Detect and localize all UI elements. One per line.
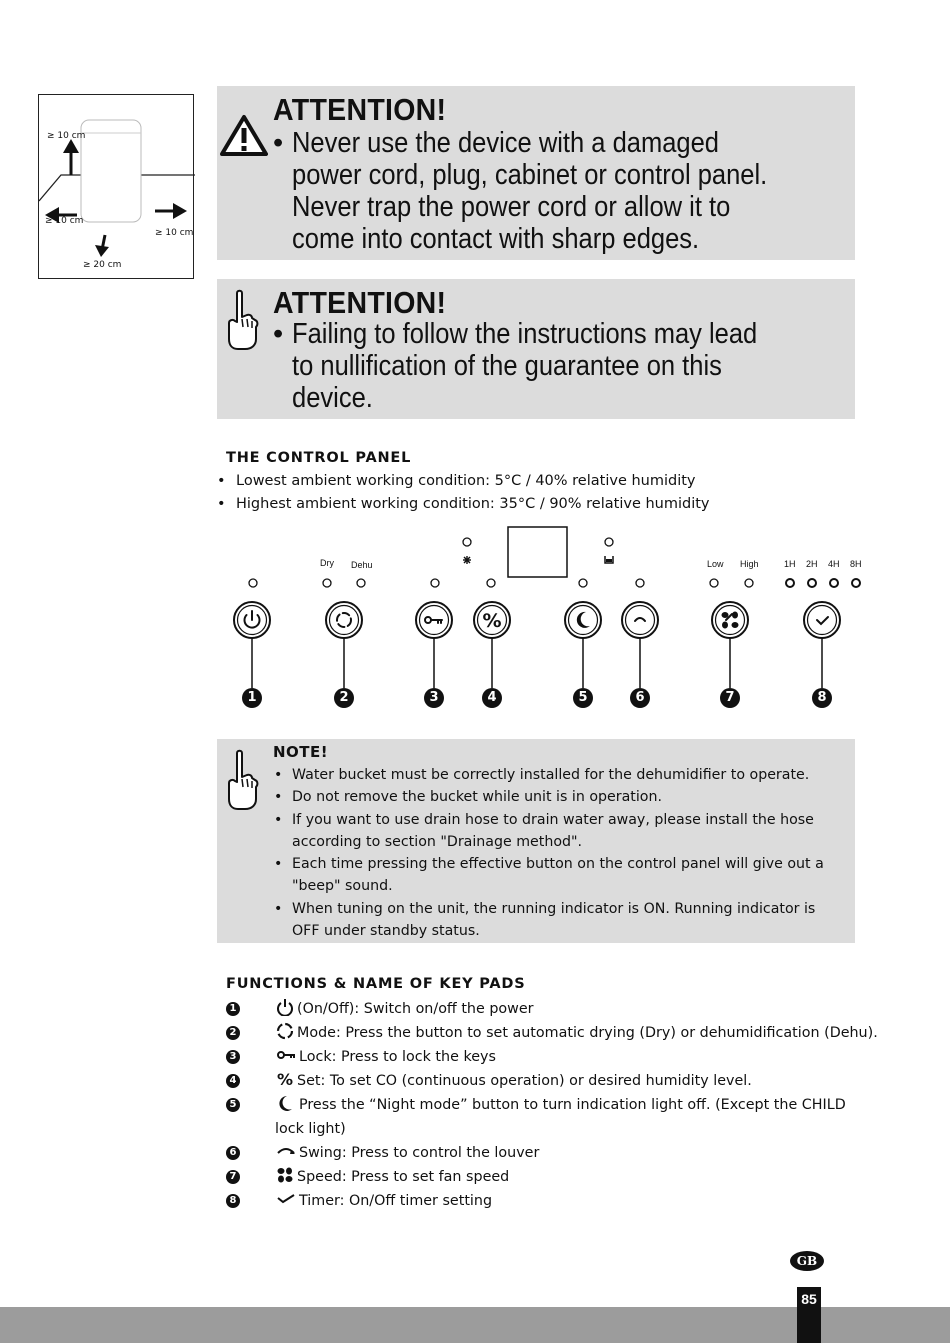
function-text: Mode: Press the button to set automatic drying (Dry) or dehumidification (Dehu). [297,1025,878,1041]
percent-icon [276,1070,294,1088]
list-item: • Water bucket must be correctly installed for the dehumidifier to operate. [272,764,842,786]
function-row [226,1189,886,1213]
attention-text: • Failing to follow the instructions may lead to nullification of the guarantee on this device. [273,318,853,414]
low-label: Low [707,559,724,569]
timer-icon [276,1190,296,1208]
pointing-hand-icon [225,289,259,353]
note-box [217,739,855,943]
function-text: Swing: Press to control the louver [299,1145,540,1161]
attention-title: ATTENTION! [273,285,447,320]
functions-heading: FUNCTIONS & NAME OF KEY PADS [226,976,526,992]
function-row [226,1069,886,1093]
control-panel-heading: THE CONTROL PANEL [226,450,412,466]
attention-line: power cord, plug, cabinet or control panel. [292,159,768,191]
function-row [226,1021,886,1045]
list-item: • Highest ambient working condition: 35°C / 90% relative humidity [217,493,710,516]
function-row [226,997,886,1021]
control-panel-diagram [200,520,900,720]
function-number: 7 [226,1170,240,1184]
clearance-bottom-label: ≥ 20 cm [83,260,122,270]
attention-line: come into contact with sharp edges. [292,223,700,255]
function-number: 3 [226,1050,240,1064]
function-row [226,1045,886,1069]
attention-line: Never trap the power cord or allow it to [292,191,731,223]
function-number: 8 [226,1194,240,1208]
attention-line: Never use the device with a damaged [292,127,720,159]
function-number: 5 [226,1098,240,1112]
function-text: Press the “Night mode” button to turn indication light off. (Except the CHILD [299,1097,846,1113]
clearance-left-label: ≥ 10 cm [45,216,84,226]
language-badge: GB [790,1251,824,1271]
function-row [226,1141,886,1165]
function-text: Speed: Press to set fan speed [297,1169,510,1185]
timer-1h-label: 1H [784,559,796,569]
warning-triangle-icon [220,114,268,156]
fan-icon [276,1166,294,1184]
svg-text:%: % [276,1070,294,1088]
callout-number: 1 [247,690,257,705]
list-item: • Lowest ambient working condition: 5°C / 40% relative humidity [217,470,710,493]
mode-icon [276,1022,294,1040]
attention-box-guarantee [217,279,855,419]
clearance-top-label: ≥ 10 cm [47,131,86,141]
timer-2h-label: 2H [806,559,818,569]
function-number: 2 [226,1026,240,1040]
timer-8h-label: 8H [850,559,862,569]
function-row [226,1165,886,1189]
pointing-hand-icon [225,749,259,813]
function-text-continued: lock light) [275,1121,346,1137]
callout-number: 4 [487,690,497,705]
list-item: • When tuning on the unit, the running indicator is ON. Running indicator is OFF under standby status. [272,898,842,943]
callout-number: 3 [429,690,439,705]
attention-line: to nullification of the guarantee on this [292,350,722,382]
list-item: • If you want to use drain hose to drain water away, please install the hose according to section "Drainage method". [272,809,842,854]
dehumidifier-illustration [39,95,195,280]
callout-number: 2 [339,690,349,705]
function-row [226,1093,886,1141]
function-text: (On/Off): Switch on/off the power [297,1001,534,1017]
attention-text: • Never use the device with a damaged power cord, plug, cabinet or control panel. Never trap the power cord or allow it to come into contact with sharp edges. [273,127,853,255]
clearance-right-label: ≥ 10 cm [155,228,194,238]
function-number: 1 [226,1002,240,1016]
note-title: NOTE! [273,743,329,761]
key-icon [276,1046,296,1064]
high-label: High [740,559,759,569]
function-text: Timer: On/Off timer setting [299,1193,493,1209]
function-text: Lock: Press to lock the keys [299,1049,496,1065]
working-conditions-list [217,470,710,516]
power-icon [276,998,294,1016]
timer-4h-label: 4H [828,559,840,569]
svg-text:%: % [482,610,502,632]
callout-number: 7 [725,690,735,705]
panel-drawing [200,520,900,720]
page-number: 85 [797,1287,821,1343]
clearance-diagram [38,94,194,279]
callout-number: 8 [817,690,827,705]
dehu-label: Dehu [351,560,373,570]
dry-label: Dry [320,558,334,568]
note-list [272,764,842,942]
swing-icon [276,1142,296,1160]
attention-line: device. [292,382,373,414]
callout-number: 6 [635,690,645,705]
callout-number: 5 [578,690,588,705]
moon-icon [276,1094,296,1112]
list-item: • Do not remove the bucket while unit is in operation. [272,786,842,808]
function-number: 4 [226,1074,240,1088]
function-number: 6 [226,1146,240,1160]
function-text: Set: To set CO (continuous operation) or desired humidity level. [297,1073,752,1089]
list-item: • Each time pressing the effective button on the control panel will give out a "beep" sound. [272,853,842,898]
attention-box-warning [217,86,855,260]
attention-line: Failing to follow the instructions may lead [292,318,758,350]
attention-title: ATTENTION! [273,92,447,127]
